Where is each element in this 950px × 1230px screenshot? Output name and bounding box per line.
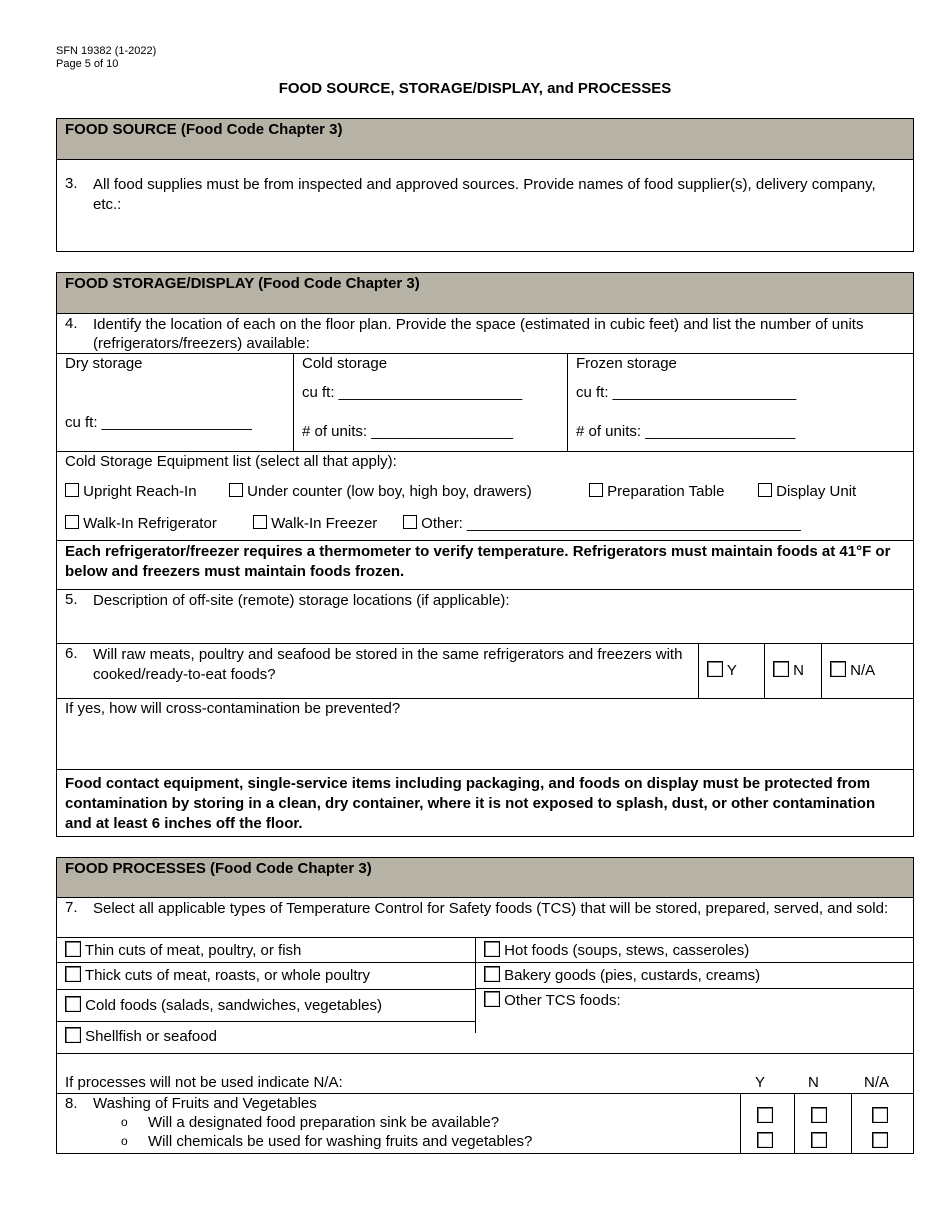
checkbox-icon[interactable] xyxy=(65,966,81,982)
frozen-storage-cell xyxy=(567,354,913,451)
question-8 xyxy=(57,1094,913,1153)
food-source-heading: FOOD SOURCE (Food Code Chapter 3) xyxy=(57,119,913,160)
thermometer-note: Each refrigerator/freezer requires a thermometer to verify temperature. Refrigerators must maintain foods at 41°F or below and freezers must maintain foods frozen. xyxy=(57,541,913,590)
frozen-storage-cuft[interactable]: cu ft: ______________________ xyxy=(576,384,797,401)
q8a-y-checkbox[interactable] xyxy=(757,1107,773,1123)
q6-na-checkbox[interactable] xyxy=(830,661,846,677)
tcs-thick-option[interactable]: Thick cuts of meat, roasts, or whole poultry xyxy=(57,963,475,989)
q6-number: 6. xyxy=(65,645,78,662)
checkbox-icon[interactable] xyxy=(65,1027,81,1043)
col-na-header: N/A xyxy=(864,1074,890,1091)
food-storage-section xyxy=(56,272,914,837)
q5-text: Description of off-site (remote) storage locations (if applicable): xyxy=(93,592,510,609)
checkbox-icon[interactable] xyxy=(403,515,417,529)
checkbox-icon[interactable] xyxy=(484,991,500,1007)
q6-yes-checkbox[interactable] xyxy=(707,661,723,677)
cold-storage-units[interactable]: # of units: _________________ xyxy=(302,423,514,440)
question-4 xyxy=(57,314,913,354)
bullet-icon: o xyxy=(121,1134,128,1148)
q8b-text: Will chemicals be used for washing fruits and vegetables? xyxy=(148,1133,533,1150)
cross-contamination-row[interactable] xyxy=(57,699,913,770)
checkbox-icon[interactable] xyxy=(484,966,500,982)
q8b-y-checkbox[interactable] xyxy=(757,1132,773,1148)
q6-text: Will raw meats, poultry and seafood be stored in the same refrigerators and freezers with cooked/ready-to-eat foods? xyxy=(93,646,683,683)
checkbox-icon[interactable] xyxy=(65,996,81,1012)
tcs-shellfish-option[interactable]: Shellfish or seafood xyxy=(57,1022,475,1054)
q8-y-cell xyxy=(740,1094,794,1153)
checkbox-icon[interactable] xyxy=(65,483,79,497)
dry-storage-label: Dry storage xyxy=(65,355,143,372)
bullet-icon: o xyxy=(121,1115,128,1129)
q8a-na-checkbox[interactable] xyxy=(872,1107,888,1123)
form-id: SFN 19382 (1-2022) xyxy=(56,45,157,57)
tcs-thin-option[interactable]: Thin cuts of meat, poultry, or fish xyxy=(57,938,475,963)
tcs-left-column xyxy=(57,938,475,1053)
question-6 xyxy=(57,644,913,699)
cross-contamination-text: If yes, how will cross-contamination be prevented? xyxy=(65,700,401,717)
tcs-right-column xyxy=(475,938,913,1033)
cold-storage-cell xyxy=(293,354,567,451)
q8-na-cell xyxy=(851,1094,913,1153)
dry-storage-cuft[interactable]: cu ft: __________________ xyxy=(65,414,252,431)
q8a-n-checkbox[interactable] xyxy=(811,1107,827,1123)
q4-number: 4. xyxy=(65,315,78,332)
q3-text: All food supplies must be from inspected and approved sources. Provide names of food supplier(s), delivery company, etc.: xyxy=(93,176,876,213)
q7-number: 7. xyxy=(65,899,78,916)
food-storage-heading: FOOD STORAGE/DISPLAY (Food Code Chapter 3) xyxy=(57,273,913,314)
checkbox-icon[interactable] xyxy=(484,941,500,957)
form-header xyxy=(56,45,156,71)
checkbox-icon[interactable] xyxy=(65,941,81,957)
q7-text: Select all applicable types of Temperature Control for Safety foods (TCS) that will be stored, prepared, served, and sold: xyxy=(93,900,889,917)
food-processes-heading: FOOD PROCESSES (Food Code Chapter 3) xyxy=(57,858,913,898)
q4-text: Identify the location of each on the floor plan. Provide the space (estimated in cubic feet) and list the number of units (refrigerators/freezers) available: xyxy=(93,316,864,352)
equip-other-option[interactable]: Other: ________________________________________ xyxy=(403,515,801,532)
checkbox-icon[interactable] xyxy=(229,483,243,497)
q5-number: 5. xyxy=(65,591,78,608)
q6-no-label: N xyxy=(793,662,805,679)
dry-storage-cell[interactable] xyxy=(57,354,293,451)
page-number: Page 5 of 10 xyxy=(56,58,119,70)
question-7 xyxy=(57,898,913,938)
checkbox-icon[interactable] xyxy=(758,483,772,497)
storage-capacity-row xyxy=(57,354,913,452)
q6-yes-cell[interactable] xyxy=(698,644,764,698)
equip-undercounter-option[interactable]: Under counter (low boy, high boy, drawers) xyxy=(229,483,532,500)
q3-number: 3. xyxy=(65,175,78,192)
q6-na-label: N/A xyxy=(850,662,876,679)
checkbox-icon[interactable] xyxy=(253,515,267,529)
q8b-na-checkbox[interactable] xyxy=(872,1132,888,1148)
q6-yes-label: Y xyxy=(726,662,737,679)
frozen-storage-label: Frozen storage xyxy=(576,355,677,372)
q8a-text: Will a designated food preparation sink be available? xyxy=(148,1114,500,1131)
tcs-options xyxy=(57,938,913,1054)
checkbox-icon[interactable] xyxy=(65,515,79,529)
frozen-storage-units[interactable]: # of units: __________________ xyxy=(576,423,796,440)
q8-n-cell xyxy=(794,1094,851,1153)
cold-storage-cuft[interactable]: cu ft: ______________________ xyxy=(302,384,523,401)
equip-prep-table-option[interactable]: Preparation Table xyxy=(589,483,724,500)
q6-no-checkbox[interactable] xyxy=(773,661,789,677)
col-y-header: Y xyxy=(755,1074,766,1091)
equipment-list-row xyxy=(57,452,913,541)
equipment-list-heading: Cold Storage Equipment list (select all that apply): xyxy=(65,453,397,470)
checkbox-icon[interactable] xyxy=(589,483,603,497)
tcs-bakery-option[interactable]: Bakery goods (pies, custards, creams) xyxy=(476,963,913,989)
protection-note: Food contact equipment, single-service items including packaging, and foods on display must be protected from contamination by storing in a clean, dry container, where it is not exposed to splash, dust, or other contamination and at least 6 inches off the floor. xyxy=(65,775,876,832)
q8-text: Washing of Fruits and Vegetables xyxy=(93,1095,317,1112)
na-instruction-text: If processes will not be used indicate N/A: xyxy=(65,1074,343,1091)
food-processes-section xyxy=(56,857,914,1154)
q8b-n-checkbox[interactable] xyxy=(811,1132,827,1148)
col-n-header: N xyxy=(808,1074,819,1091)
page-title: FOOD SOURCE, STORAGE/DISPLAY, and PROCESSES xyxy=(278,80,672,97)
tcs-cold-option[interactable]: Cold foods (salads, sandwiches, vegetables) xyxy=(57,989,475,1022)
question-3[interactable] xyxy=(57,160,913,251)
cold-storage-label: Cold storage xyxy=(302,355,388,372)
na-instruction-row xyxy=(57,1054,913,1094)
question-5[interactable] xyxy=(57,590,913,644)
tcs-hot-option[interactable]: Hot foods (soups, stews, casseroles) xyxy=(476,938,913,963)
equip-walkin-frz-option[interactable]: Walk-In Freezer xyxy=(253,515,377,532)
equip-walkin-ref-option[interactable]: Walk-In Refrigerator xyxy=(65,515,217,532)
tcs-other-option[interactable]: Other TCS foods: xyxy=(476,989,913,1054)
q6-na-cell[interactable] xyxy=(821,644,913,698)
equip-display-unit-option[interactable]: Display Unit xyxy=(758,483,856,500)
q6-no-cell[interactable] xyxy=(764,644,821,698)
food-source-section xyxy=(56,118,914,252)
q8-number: 8. xyxy=(65,1095,78,1112)
equip-upright-option[interactable]: Upright Reach-In xyxy=(65,483,197,500)
